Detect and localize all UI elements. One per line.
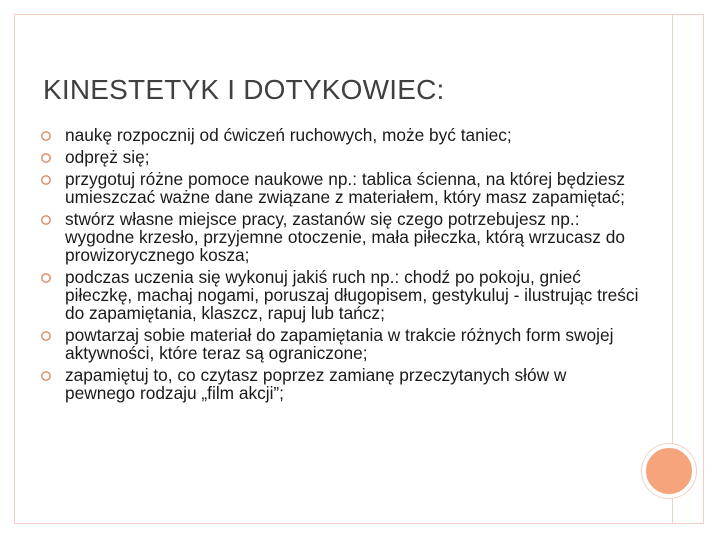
- list-item-text: zapamiętuj to, co czytasz poprzez zamianę przeczytanych słów w pewnego rodzaju „film akcji”;: [65, 365, 567, 403]
- circle-bullet-icon: [40, 330, 52, 342]
- list-item: [40, 170, 640, 206]
- list-item-text: podczas uczenia się wykonuj jakiś ruch np.: chodź po pokoju, gnieć piłeczkę, machaj nogami, poruszaj długopisem, gestykuluj - ilustrując treści do zapamiętania, klaszcz, rapuj lub tańcz;: [65, 267, 639, 323]
- list-item-text: odpręż się;: [65, 147, 150, 167]
- list-item: [40, 326, 640, 362]
- accent-circle: [642, 444, 696, 498]
- circle-bullet-icon: [40, 214, 52, 226]
- bullet-list: [40, 126, 640, 406]
- circle-bullet-icon: [40, 272, 52, 284]
- list-item: [40, 268, 640, 322]
- list-item: [40, 210, 640, 264]
- list-item: [40, 366, 640, 402]
- slide-title: KINESTETYK I DOTYKOWIEC:: [43, 74, 445, 105]
- list-item-text: przygotuj różne pomoce naukowe np.: tablica ścienna, na której będziesz umieszczać ważne dane związane z materiałem, który masz zapamiętać;: [65, 169, 626, 207]
- circle-bullet-icon: [40, 370, 52, 382]
- list-item: [40, 148, 640, 166]
- list-item-text: powtarzaj sobie materiał do zapamiętania w trakcie różnych form swojej aktywności, które teraz są ograniczone;: [65, 325, 614, 363]
- list-item-text: stwórz własne miejsce pracy, zastanów się czego potrzebujesz np.: wygodne krzesło, przyjemne otoczenie, mała piłeczka, którą wrzucasz do prowizorycznego kosza;: [65, 209, 625, 265]
- list-item-text: naukę rozpocznij od ćwiczeń ruchowych, może być taniec;: [65, 125, 512, 145]
- list-item: [40, 126, 640, 144]
- circle-bullet-icon: [40, 130, 52, 142]
- circle-bullet-icon: [40, 174, 52, 186]
- circle-bullet-icon: [40, 152, 52, 164]
